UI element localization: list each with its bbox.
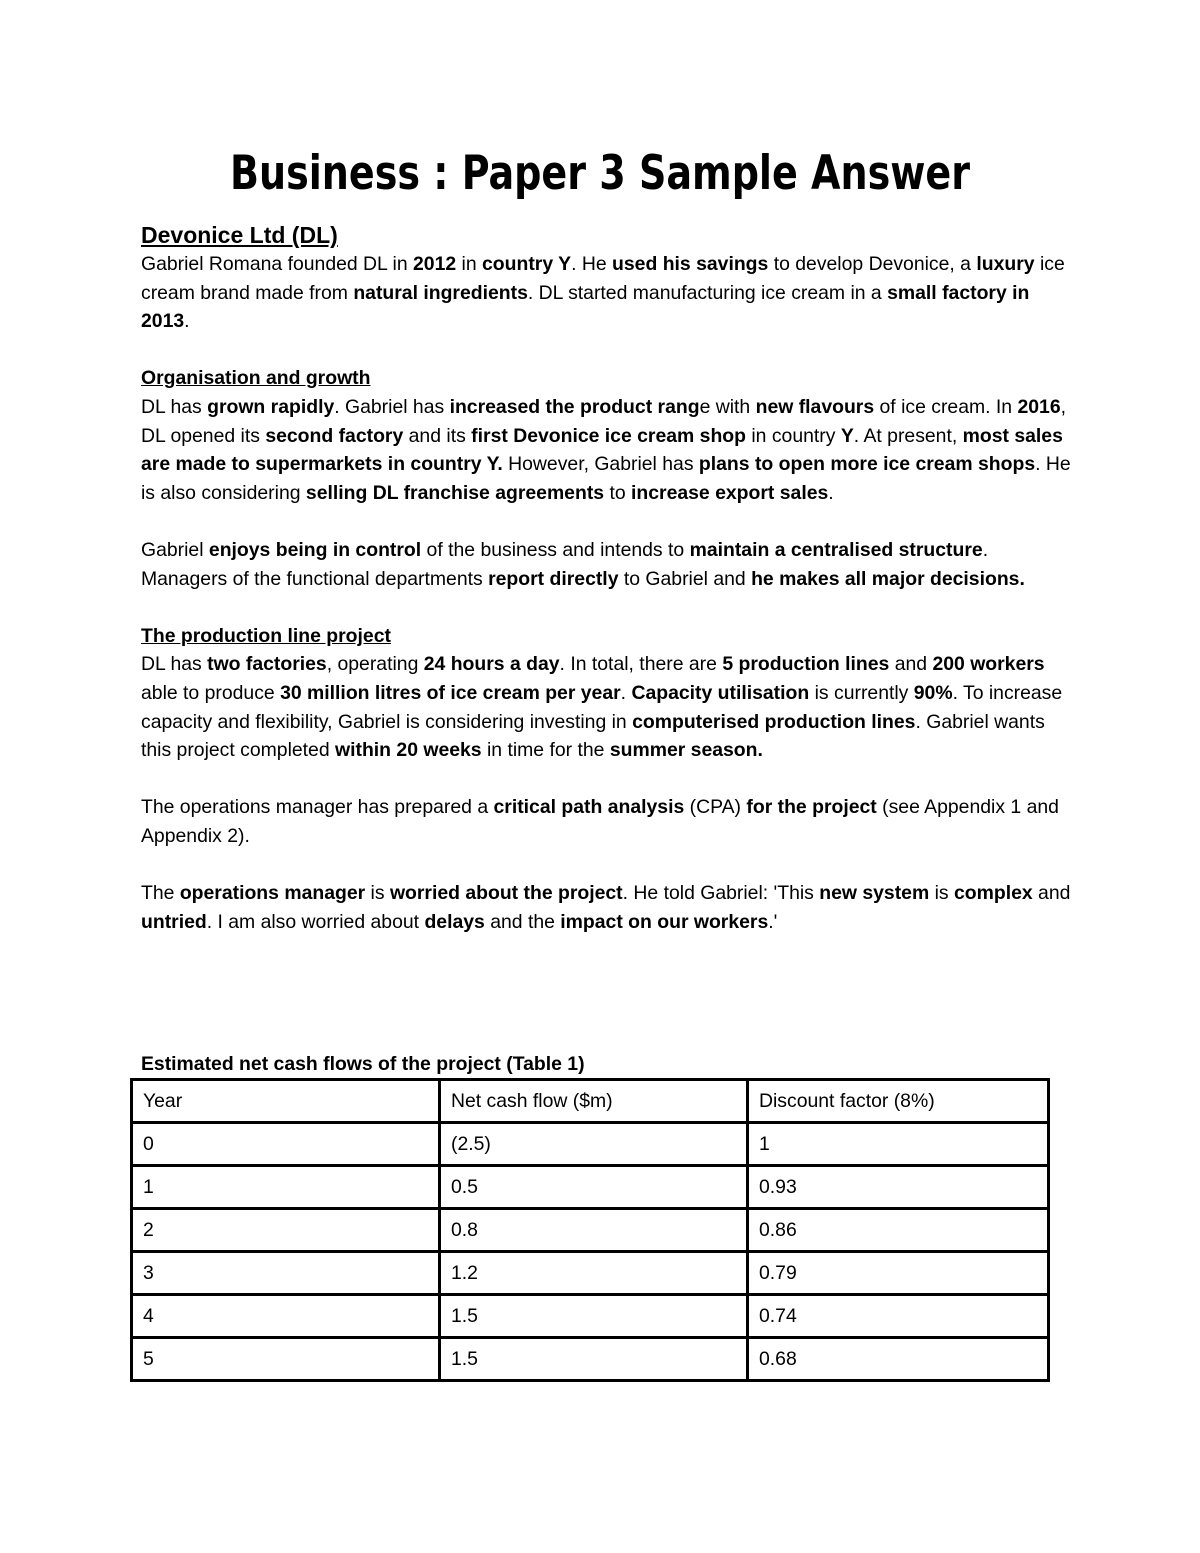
- company-heading: Devonice Ltd (DL): [141, 222, 338, 248]
- production-paragraph-3: The operations manager is worried about the project. He told Gabriel: 'This new system is complex and untried. I am also worried about delays and the impact on our workers.': [141, 882, 1071, 933]
- table-row: [132, 1295, 1049, 1338]
- organisation-heading: Organisation and growth: [141, 367, 371, 390]
- net-cash-flow-cell: 1.5: [440, 1295, 748, 1338]
- production-heading: The production line project: [141, 624, 391, 647]
- net-cash-flow-cell: 1.2: [440, 1252, 748, 1295]
- cash-flow-table: [130, 1078, 1050, 1382]
- year-cell: 2: [132, 1209, 440, 1252]
- table-row: [132, 1123, 1049, 1166]
- net-cash-flow-cell: 0.5: [440, 1166, 748, 1209]
- year-cell: 3: [132, 1252, 440, 1295]
- discount-factor-cell: 0.93: [748, 1166, 1049, 1209]
- net-cash-flow-cell: 1.5: [440, 1338, 748, 1381]
- table-row: [132, 1209, 1049, 1252]
- year-cell: 1: [132, 1166, 440, 1209]
- discount-factor-cell: 0.79: [748, 1252, 1049, 1295]
- organisation-paragraph-2: Gabriel enjoys being in control of the business and intends to maintain a centralised structure. Managers of the functional departments report directly to Gabriel and he makes all major decisions.: [141, 538, 1025, 590]
- discount-factor-cell: 0.68: [748, 1338, 1049, 1381]
- header-cell-net-cash-flow: Net cash flow ($m): [440, 1080, 748, 1123]
- header-cell-discount-factor: Discount factor (8%): [748, 1080, 1049, 1123]
- net-cash-flow-cell: 0.8: [440, 1209, 748, 1252]
- discount-factor-cell: 0.74: [748, 1295, 1049, 1338]
- net-cash-flow-cell: (2.5): [440, 1123, 748, 1166]
- intro-paragraph: Gabriel Romana founded DL in 2012 in country Y. He used his savings to develop Devonice, a luxury ice cream brand made from natural ingredients. DL started manufacturing ice cream in a small factory in 2013.: [141, 253, 1065, 333]
- document-body: [141, 220, 1071, 936]
- page-title: Business : Paper 3 Sample Answer: [230, 146, 970, 201]
- table-header-row: [132, 1080, 1049, 1123]
- header-cell-year: Year: [132, 1080, 440, 1123]
- table-caption: Estimated net cash flows of the project (Table 1): [141, 1053, 585, 1075]
- table-row: [132, 1166, 1049, 1209]
- table-row: [132, 1252, 1049, 1295]
- production-paragraph-1: DL has two factories, operating 24 hours a day. In total, there are 5 production lines and 200 workers able to produce 30 million litres of ice cream per year. Capacity utilisation is currently 90%. To increase capacity and flexibility, Gabriel is considering investing in computerised production lines. Gabriel wants this project completed within 20 weeks in time for the summer season.: [141, 653, 1063, 762]
- organisation-paragraph-1: DL has grown rapidly. Gabriel has increased the product range with new flavours of ice cream. In 2016, DL opened its second factory and its first Devonice ice cream shop in country Y. At present, most sales are made to supermarkets in country Y. However, Gabriel has plans to open more ice cream shops. He is also considering selling DL franchise agreements to increase export sales.: [141, 395, 1071, 504]
- table-row: [132, 1338, 1049, 1381]
- year-cell: 5: [132, 1338, 440, 1381]
- discount-factor-cell: 0.86: [748, 1209, 1049, 1252]
- discount-factor-cell: 1: [748, 1123, 1049, 1166]
- year-cell: 0: [132, 1123, 440, 1166]
- year-cell: 4: [132, 1295, 440, 1338]
- production-paragraph-2: The operations manager has prepared a critical path analysis (CPA) for the project (see Appendix 1 and Appendix 2).: [141, 796, 1059, 847]
